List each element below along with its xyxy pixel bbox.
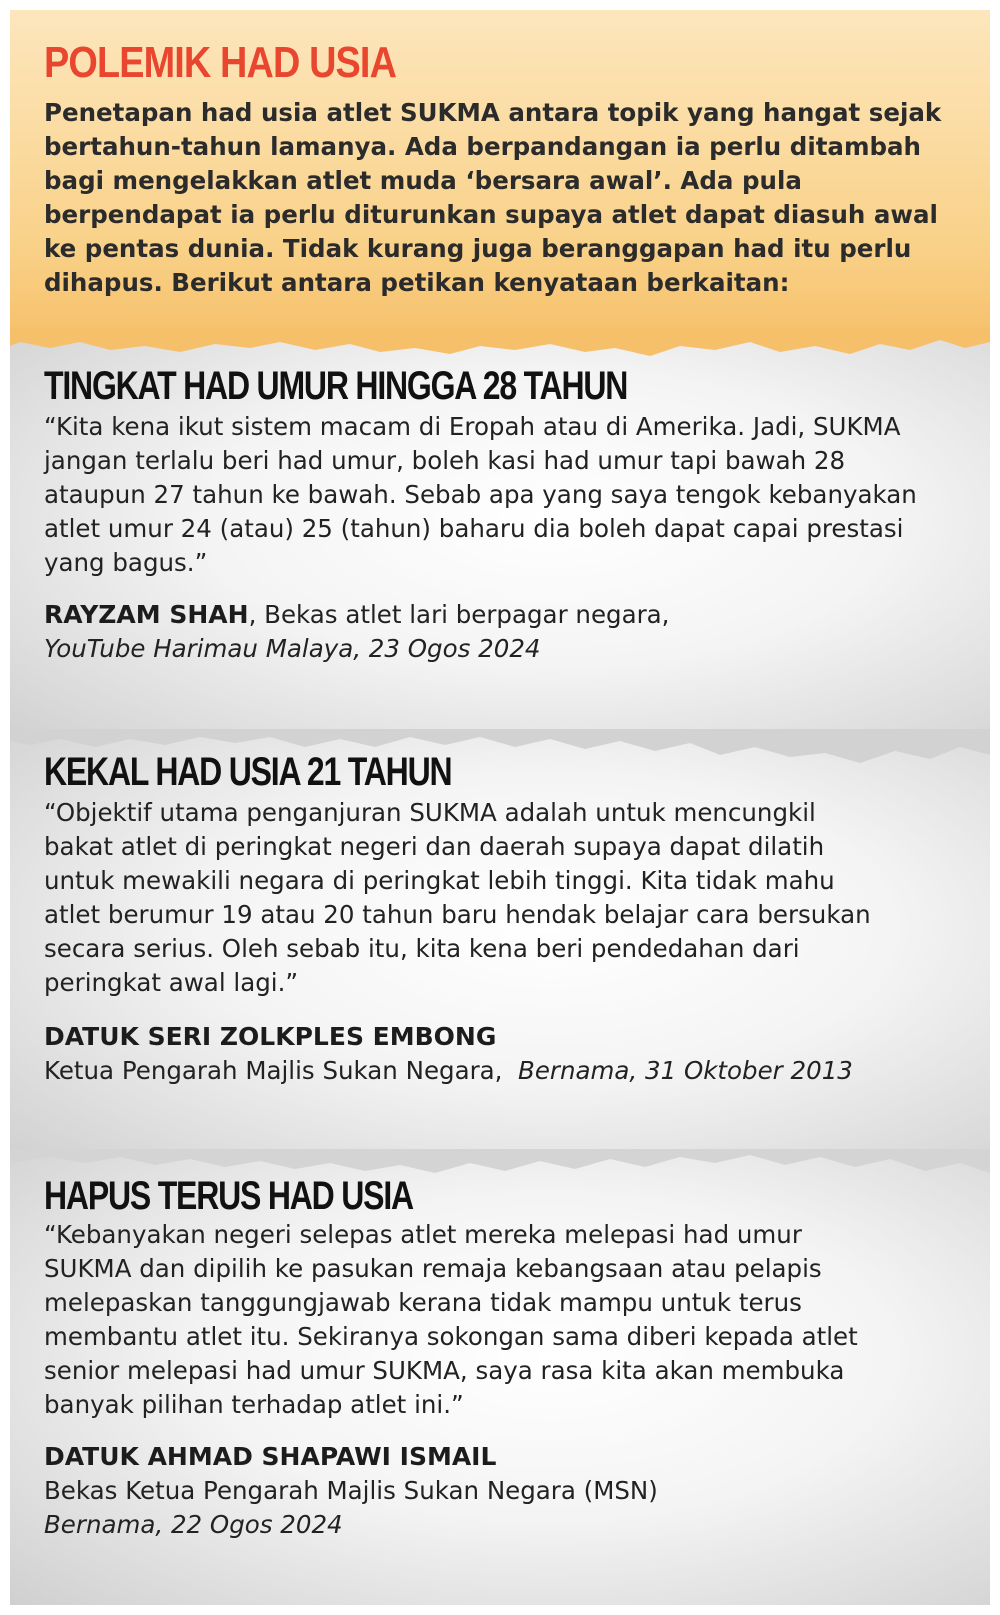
source-citation-3: Bernama, 22 Ogos 2024 xyxy=(44,1510,343,1539)
page-title: POLEMIK HAD USIA xyxy=(44,38,397,87)
source-line-2 xyxy=(44,1056,853,1085)
source-line-3 xyxy=(44,1510,343,1539)
source-line-1 xyxy=(44,634,541,663)
speaker-role-1: , Bekas atlet lari berpagar negara, xyxy=(248,600,670,629)
speaker-name-3: DATUK AHMAD SHAPAWI ISMAIL xyxy=(44,1442,497,1471)
section-panel-3 xyxy=(10,1150,990,1605)
speaker-line-1 xyxy=(44,600,669,629)
source-citation-2: Bernama, 31 Oktober 2013 xyxy=(518,1056,853,1085)
intro-paragraph: Penetapan had usia atlet SUKMA antara topik yang hangat sejak bertahun-tahun lamanya. Ada berpandangan ia perlu ditambah bagi mengelakkan atlet muda ‘bersara awal’. Ada pula berpendapat ia perlu diturunkan supaya atlet dapat diasuh awal ke pentas dunia. Tidak kurang juga beranggapan had itu perlu dihapus. Berikut antara petikan kenyataan berkaitan: xyxy=(44,98,942,297)
section-heading-3: HAPUS TERUS HAD USIA xyxy=(44,1174,413,1218)
section-heading-1: TINGKAT HAD UMUR HINGGA 28 TAHUN xyxy=(44,364,628,408)
section-quote-3: “Kebanyakan negeri selepas atlet mereka melepasi had umur SUKMA dan dipilih ke pasukan remaja kebangsaan atau pelapis melepaskan tanggungjawab kerana tidak mampu untuk terus membantu atlet itu. Sekiranya sokongan sama diberi kepada atlet senior melepasi had umur SUKMA, saya rasa kita akan membuka banyak pilihan terhadap atlet ini.” xyxy=(44,1220,858,1419)
infographic-card xyxy=(10,10,990,1605)
speaker-role-2: Ketua Pengarah Majlis Sukan Negara, xyxy=(44,1056,503,1085)
section-quote-2: “Objektif utama penganjuran SUKMA adalah untuk mencungkil bakat atlet di peringkat negeri dan daerah supaya dapat dilatih untuk mewakili negara di peringkat lebih tinggi. Kita tidak mahu atlet berumur 19 atau 20 tahun baru hendak belajar cara bersukan secara serius. Oleh sebab itu, kita kena beri pendedahan dari peringkat awal lagi.” xyxy=(44,798,871,997)
section-quote-1: “Kita kena ikut sistem macam di Eropah atau di Amerika. Jadi, SUKMA jangan terlalu beri had umur, boleh kasi had umur tapi bawah 28 ataupun 27 tahun ke bawah. Sebab apa yang saya tengok kebanyakan atlet umur 24 (atau) 25 (tahun) baharu dia boleh dapat capai prestasi yang bagus.” xyxy=(44,412,917,577)
header-panel xyxy=(10,10,990,340)
section-panel-1 xyxy=(10,330,990,750)
speaker-role-3: Bekas Ketua Pengarah Majlis Sukan Negara (MSN) xyxy=(44,1476,658,1505)
section-panel-2 xyxy=(10,730,990,1170)
speaker-name-2: DATUK SERI ZOLKPLES EMBONG xyxy=(44,1022,497,1051)
section-heading-2: KEKAL HAD USIA 21 TAHUN xyxy=(44,750,452,794)
torn-paper-edge xyxy=(10,328,990,368)
speaker-name-1: RAYZAM SHAH xyxy=(44,600,249,629)
source-citation-1: YouTube Harimau Malaya, 23 Ogos 2024 xyxy=(44,634,541,663)
